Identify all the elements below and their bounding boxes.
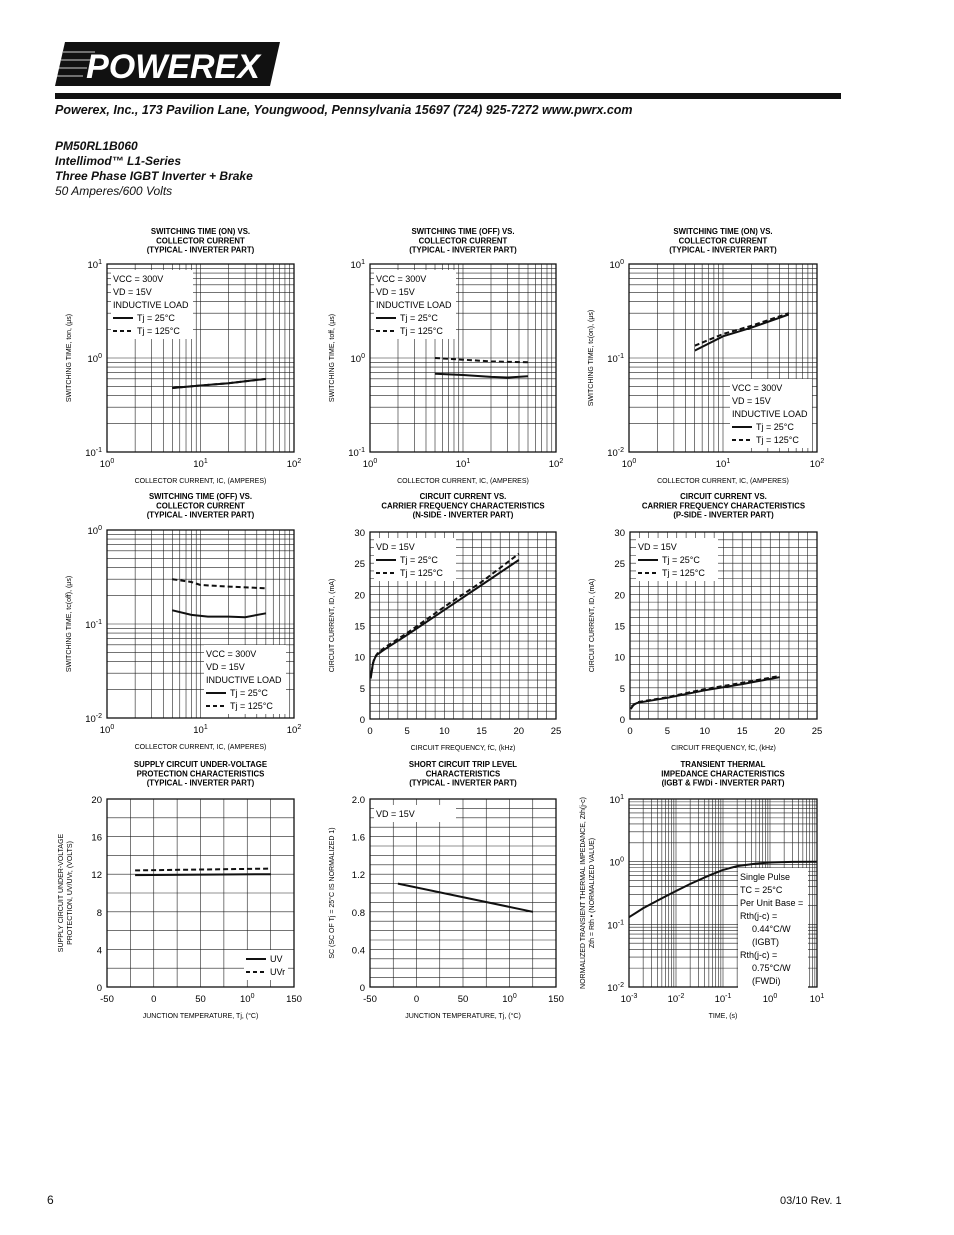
legend-entry: VD = 15V	[376, 542, 415, 552]
chart-2	[329, 227, 563, 485]
x-tick-label: 50	[457, 994, 469, 1005]
y-tick-label: 25	[354, 559, 365, 571]
series-line	[172, 379, 266, 388]
x-tick-label: 0	[151, 994, 157, 1005]
legend-entry: VD = 15V	[206, 662, 245, 672]
chart-title-line: (TYPICAL - INVERTER PART)	[669, 245, 777, 255]
y-tick-label: 16	[91, 832, 102, 844]
y-tick-label: 20	[91, 795, 102, 806]
legend-entry: VCC = 300V	[732, 383, 783, 393]
x-tick-label: 150	[548, 994, 564, 1005]
legend-entry: 0.44°C/W	[752, 924, 791, 934]
y-tick-label: 12	[91, 870, 102, 882]
x-tick-label: $10^0$	[99, 458, 115, 470]
legend-entry: (FWDi)	[752, 976, 781, 986]
chart-1	[66, 227, 301, 485]
y-axis-label: SWITCHING TIME, ton, (μs)	[66, 313, 73, 403]
series-line	[632, 676, 780, 707]
y-tick-label: 10	[614, 652, 625, 664]
y-tick-label: 8	[96, 907, 102, 919]
chart-8	[328, 760, 564, 1020]
y-tick-label: $10^{-1}$	[85, 447, 102, 459]
y-tick-label: 0	[96, 983, 102, 994]
legend-entry: Tj = 125°C	[756, 435, 799, 445]
y-tick-label: $10^{-2}$	[607, 982, 624, 994]
chart-title-line: CHARACTERISTICS	[425, 769, 501, 779]
chart-title-line: TRANSIENT THERMAL	[680, 760, 766, 769]
y-tick-label: 0.8	[351, 907, 365, 919]
y-tick-label: 0	[619, 715, 625, 726]
x-tick-label: 20	[513, 726, 525, 737]
x-tick-label: $10^{-3}$	[620, 993, 638, 1005]
x-axis-label: TIME, (s)	[708, 1013, 738, 1020]
series-line	[172, 579, 266, 588]
y-tick-label: 30	[614, 528, 625, 539]
series-line	[435, 374, 528, 378]
y-tick-label: 4	[96, 945, 102, 957]
legend-entry: VD = 15V	[732, 396, 771, 406]
y-tick-label: 1.6	[351, 832, 365, 844]
y-tick-label: $10^0$	[87, 525, 102, 537]
chart-title-line: CIRCUIT CURRENT VS.	[419, 492, 507, 501]
y-tick-label: 30	[354, 528, 365, 539]
y-axis-label: CIRCUIT CURRENT, ID, (mA)	[329, 578, 336, 673]
y-tick-label: $10^1$	[609, 794, 624, 806]
x-tick-label: $10^{-2}$	[667, 993, 685, 1005]
y-tick-label: 0	[359, 983, 365, 994]
legend-entry: Tj = 25°C	[137, 313, 175, 323]
y-axis-label: SC (SC OF Tj = 25°C IS NORMALIZED 1)	[329, 827, 336, 959]
chart-title-line: (TYPICAL - INVERTER PART)	[409, 778, 517, 788]
x-tick-label: 50	[195, 994, 206, 1005]
x-tick-label: $10^2$	[809, 458, 825, 470]
chart-3	[588, 227, 824, 485]
x-tick-label: -50	[100, 994, 114, 1005]
chart-title-line: (P-SIDE - INVERTER PART)	[673, 510, 774, 520]
series-line	[172, 610, 266, 617]
x-tick-label: 150	[286, 994, 302, 1005]
chart-title-line: IMPEDANCE CHARACTERISTICS	[661, 769, 785, 779]
chart-7	[58, 760, 302, 1020]
logo-text: POWEREX	[86, 48, 260, 86]
legend-entry: Tj = 125°C	[662, 568, 705, 578]
x-tick-label: 0	[627, 726, 633, 737]
legend-entry: VD = 15V	[376, 809, 415, 819]
series-line	[695, 315, 789, 351]
legend-entry: VD = 15V	[376, 287, 415, 297]
chart-9	[580, 760, 824, 1020]
chart-5	[329, 492, 561, 752]
chart-title-line: COLLECTOR CURRENT	[418, 236, 508, 246]
chart-title-line: SWITCHING TIME (ON) VS.	[673, 227, 773, 236]
y-tick-label: $10^{-1}$	[607, 353, 624, 365]
legend-entry: INDUCTIVE LOAD	[113, 300, 189, 310]
chart-title-line: (TYPICAL - INVERTER PART)	[146, 510, 255, 520]
x-tick-label: 10	[439, 726, 450, 737]
series-line	[631, 677, 780, 709]
y-tick-label: 5	[359, 683, 365, 695]
y-tick-label: $10^1$	[350, 259, 365, 271]
legend-entry: VD = 15V	[113, 287, 152, 297]
x-tick-label: $10^1$	[715, 458, 731, 470]
x-axis-label: CIRCUIT FREQUENCY, fC, (kHz)	[410, 745, 516, 752]
y-axis-label: CIRCUIT CURRENT, ID, (mA)	[589, 578, 596, 673]
legend-entry: VCC = 300V	[206, 649, 257, 659]
legend-entry: VCC = 300V	[113, 274, 164, 284]
company-address: Powerex, Inc., 173 Pavilion Lane, Youngwood, Pennsylvania 15697 (724) 925-7272 www.pwrx.com	[55, 103, 633, 117]
series-line	[435, 358, 528, 362]
revision: 03/10 Rev. 1	[780, 1195, 842, 1207]
part-number: PM50RL1B060	[55, 139, 138, 153]
chart-title-line: (IGBT & FWDi - INVERTER PART)	[661, 778, 785, 788]
y-axis-label: SWITCHING TIME, tc(on), (μs)	[588, 309, 595, 407]
x-tick-label: 15	[736, 726, 748, 737]
chart-title-line: SWITCHING TIME (OFF) VS.	[411, 227, 515, 236]
x-tick-label: $10^0$	[240, 993, 255, 1005]
series-line	[398, 884, 533, 912]
legend-entry: 0.75°C/W	[752, 963, 791, 973]
legend-entry: Tj = 125°C	[230, 701, 273, 711]
product-rating: 50 Amperes/600 Volts	[55, 184, 173, 198]
chart-4	[66, 492, 301, 751]
y-axis-label: SWITCHING TIME, toff, (μs)	[329, 313, 336, 403]
x-axis-label: COLLECTOR CURRENT, IC, (AMPERES)	[134, 744, 267, 751]
y-tick-label: $10^0$	[609, 259, 624, 271]
x-tick-label: 5	[664, 726, 671, 737]
y-tick-label: 2.0	[351, 795, 365, 806]
y-tick-label: 10	[354, 652, 365, 664]
y-tick-label: 1.2	[351, 870, 365, 882]
x-tick-label: $10^2$	[286, 724, 302, 736]
y-tick-label: 15	[614, 621, 625, 633]
y-axis-label: PROTECTION, UV/UVr, (VOLTS)	[67, 841, 74, 945]
x-tick-label: $10^0$	[762, 993, 778, 1005]
y-tick-label: $10^{-1}$	[607, 919, 624, 932]
y-tick-label: $10^{-2}$	[85, 713, 102, 725]
legend-entry: Per Unit Base =	[740, 898, 804, 908]
chart-title-line: SUPPLY CIRCUIT UNDER-VOLTAGE	[133, 760, 268, 769]
x-tick-label: 25	[811, 726, 823, 737]
product-series: Intellimod™ L1-Series	[55, 154, 182, 168]
x-tick-label: -50	[363, 994, 377, 1005]
chart-title-line: SWITCHING TIME (OFF) VS.	[148, 492, 253, 501]
y-axis-label: Zth = Rth • (NORMALIZED VALUE)	[589, 837, 596, 949]
x-tick-label: $10^1$	[809, 993, 825, 1005]
y-tick-label: $10^0$	[350, 353, 365, 365]
chart-title-line: (TYPICAL - INVERTER PART)	[146, 778, 255, 788]
chart-title-line: CIRCUIT CURRENT VS.	[680, 492, 767, 501]
chart-title-line: (N-SIDE - INVERTER PART)	[412, 510, 514, 520]
x-tick-label: 20	[774, 726, 785, 737]
chart-title-line: (TYPICAL - INVERTER PART)	[409, 245, 517, 255]
y-tick-label: $10^{-1}$	[348, 447, 365, 459]
x-tick-label: 0	[413, 994, 420, 1005]
x-axis-label: CIRCUIT FREQUENCY, fC, (kHz)	[671, 745, 776, 752]
chart-title-line: SHORT CIRCUIT TRIP LEVEL	[408, 760, 518, 769]
legend-entry: INDUCTIVE LOAD	[206, 675, 282, 685]
x-tick-label: $10^0$	[362, 458, 378, 470]
x-axis-label: COLLECTOR CURRENT, IC, (AMPERES)	[657, 478, 789, 485]
y-tick-label: 15	[354, 621, 365, 633]
legend-entry: Tj = 25°C	[230, 688, 268, 698]
y-tick-label: $10^0$	[609, 856, 624, 869]
x-tick-label: 25	[550, 726, 562, 737]
x-tick-label: $10^{-1}$	[714, 993, 732, 1005]
y-tick-label: 5	[619, 683, 625, 695]
legend-entry: Single Pulse	[740, 872, 791, 882]
legend-entry: Tj = 125°C	[137, 326, 180, 336]
y-axis-label: SWITCHING TIME, tc(off), (μs)	[66, 575, 73, 673]
x-tick-label: 0	[367, 726, 373, 737]
x-tick-label: 15	[476, 726, 487, 737]
chart-title-line: COLLECTOR CURRENT	[156, 236, 245, 246]
legend-entry: UVr	[270, 967, 286, 977]
legend-entry: (IGBT)	[752, 937, 779, 947]
chart-title-line: CARRIER FREQUENCY CHARACTERISTICS	[381, 501, 545, 511]
x-tick-label: $10^0$	[502, 993, 517, 1005]
x-tick-label: $10^2$	[286, 458, 302, 470]
legend-entry: VD = 15V	[638, 542, 677, 552]
chart-title-line: CARRIER FREQUENCY CHARACTERISTICS	[641, 501, 806, 511]
y-tick-label: $10^0$	[87, 353, 102, 365]
x-tick-label: 10	[699, 726, 711, 737]
x-tick-label: $10^0$	[621, 458, 637, 470]
legend-entry: INDUCTIVE LOAD	[376, 300, 452, 310]
chart-grid	[370, 799, 556, 987]
y-tick-label: 0.4	[351, 945, 365, 957]
x-tick-label: $10^1$	[193, 724, 208, 736]
y-tick-label: $10^{-1}$	[85, 619, 102, 631]
legend-entry: Tj = 25°C	[662, 555, 700, 565]
chart-title-line: PROTECTION CHARACTERISTICS	[136, 769, 265, 779]
x-tick-label: 5	[404, 726, 410, 737]
y-tick-label: 25	[614, 559, 625, 571]
y-tick-label: 20	[614, 590, 625, 602]
x-axis-label: COLLECTOR CURRENT, IC, (AMPERES)	[397, 478, 529, 485]
page-number: 6	[47, 1193, 54, 1207]
x-axis-label: COLLECTOR CURRENT, IC, (AMPERES)	[134, 478, 267, 485]
legend-entry: UV	[270, 954, 283, 964]
legend-entry: INDUCTIVE LOAD	[732, 409, 808, 419]
legend-entry: Rth(j-c) =	[740, 911, 778, 921]
chart-title-line: (TYPICAL - INVERTER PART)	[146, 245, 255, 255]
y-tick-label: 20	[354, 590, 365, 602]
legend-entry: Tj = 125°C	[400, 326, 443, 336]
series-line	[135, 869, 271, 871]
y-tick-label: 0	[359, 715, 365, 726]
legend-entry: Tj = 25°C	[400, 555, 438, 565]
y-tick-label: $10^{-2}$	[607, 447, 624, 459]
legend-entry: Tj = 25°C	[756, 422, 794, 432]
legend-entry: TC = 25°C	[740, 885, 783, 895]
x-tick-label: $10^1$	[455, 458, 471, 470]
y-axis-label: SUPPLY CIRCUIT UNDER-VOLTAGE	[58, 833, 65, 953]
legend-entry: Tj = 25°C	[400, 313, 438, 323]
x-tick-label: $10^1$	[193, 458, 208, 470]
chart-6	[589, 492, 822, 752]
y-tick-label: $10^1$	[87, 259, 102, 271]
chart-title-line: COLLECTOR CURRENT	[678, 236, 768, 246]
product-description: Three Phase IGBT Inverter + Brake	[55, 169, 253, 183]
legend-entry: VCC = 300V	[376, 274, 427, 284]
x-axis-label: JUNCTION TEMPERATURE, Tj, (°C)	[405, 1013, 521, 1020]
series-line	[135, 874, 271, 875]
x-tick-label: $10^2$	[548, 458, 564, 470]
legend-entry: Tj = 125°C	[400, 568, 443, 578]
x-axis-label: JUNCTION TEMPERATURE, Tj, (°C)	[142, 1013, 259, 1020]
chart-title-line: SWITCHING TIME (ON) VS.	[150, 227, 251, 236]
y-axis-label: NORMALIZED TRANSIENT THERMAL IMPEDANCE, Zth(j-c)	[580, 797, 587, 989]
chart-title-line: COLLECTOR CURRENT	[156, 501, 245, 511]
legend-entry: Rth(j-c) =	[740, 950, 778, 960]
x-tick-label: $10^0$	[99, 724, 115, 736]
